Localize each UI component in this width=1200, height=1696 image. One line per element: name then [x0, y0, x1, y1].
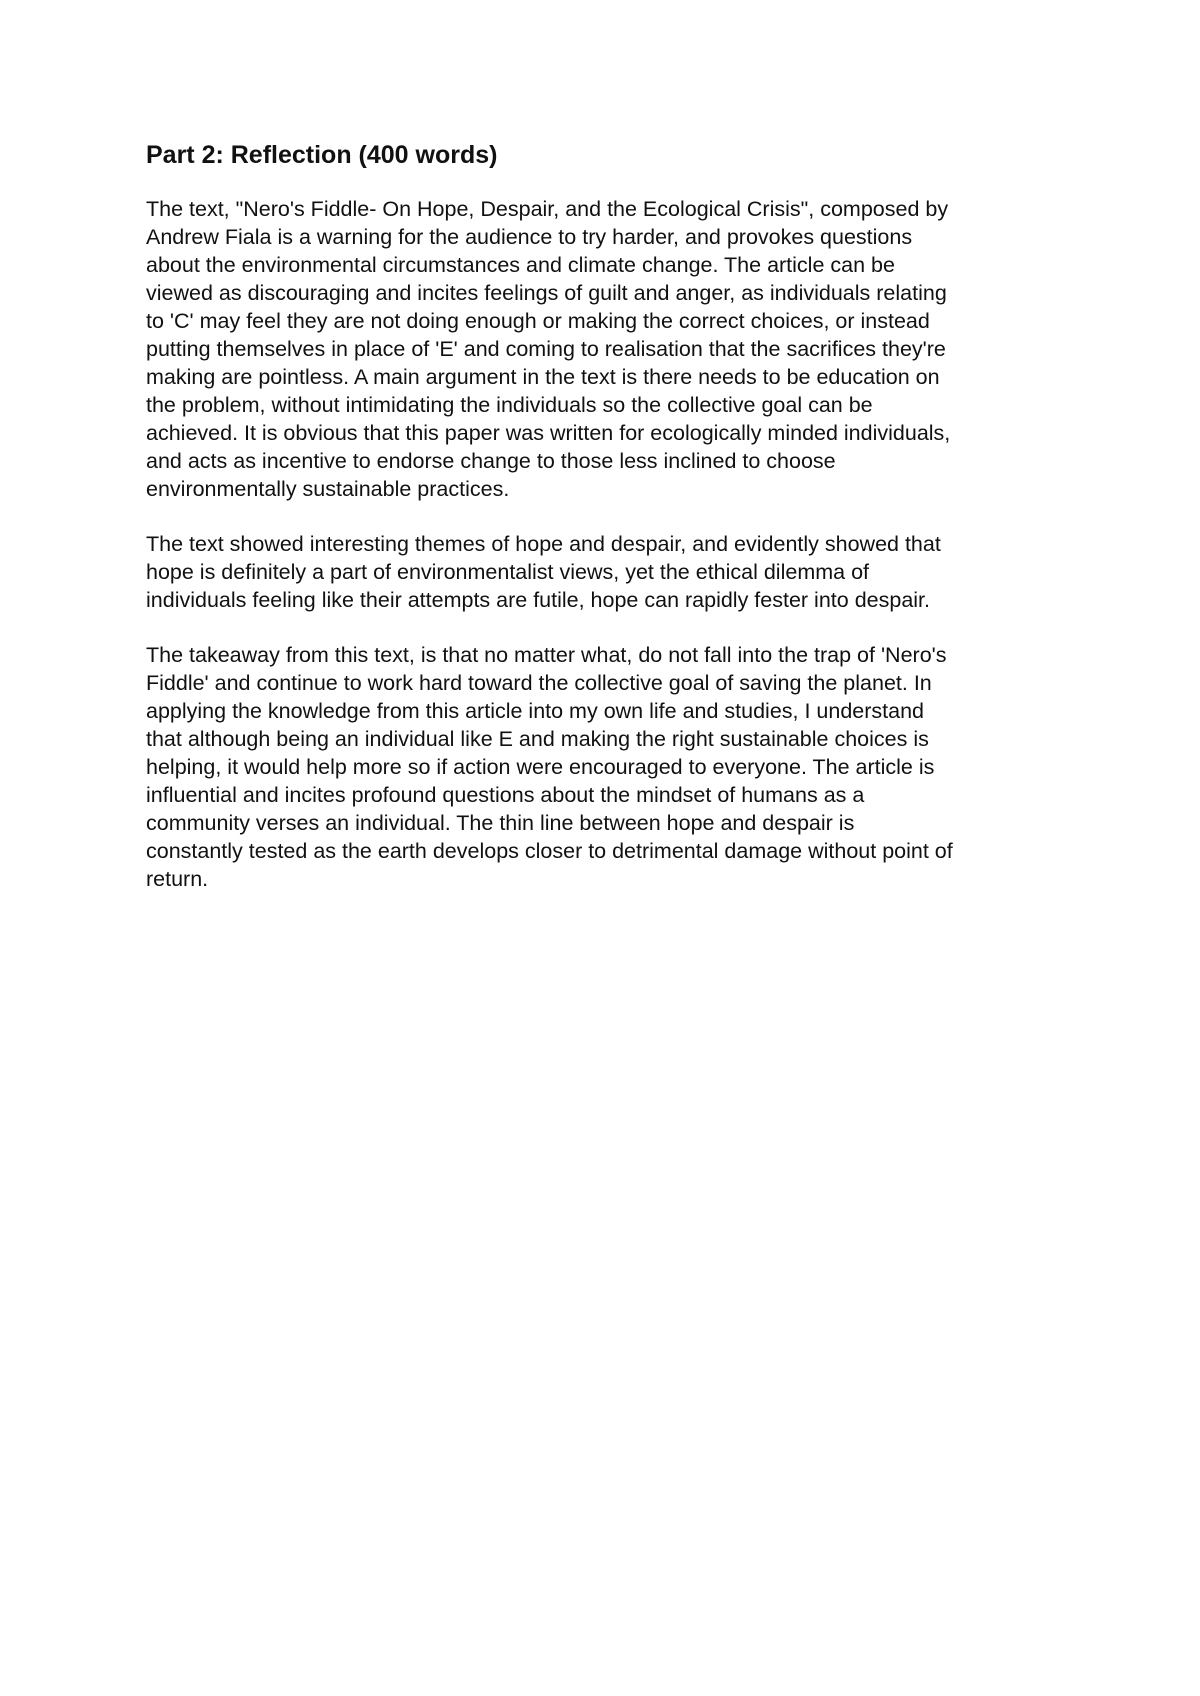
- document-page: [146, 140, 1066, 920]
- paragraph-3: The takeaway from this text, is that no matter what, do not fall into the trap of 'Nero's Fiddle' and continue to work hard toward the collective goal of saving the planet. In applying the knowledge from this article into my own life and studies, I understand that although being an individual like E and making the right sustainable choices is helping, it would help more so if action were encouraged to everyone. The article is influential and incites profound questions about the mindset of humans as a community verses an individual. The thin line between hope and despair is constantly tested as the earth develops closer to detrimental damage without point of return.: [146, 643, 953, 892]
- paragraph-1: The text, "Nero's Fiddle- On Hope, Despair, and the Ecological Crisis", composed by Andrew Fiala is a warning for the audience to try harder, and provokes questions about the environmental circumstances and climate change. The article can be viewed as discouraging and incites feelings of guilt and anger, as individuals relating to 'C' may feel they are not doing enough or making the correct choices, or instead putting themselves in place of 'E' and coming to realisation that the sacrifices they're making are pointless. A main argument in the text is there needs to be education on the problem, without intimidating the individuals so the collective goal can be achieved. It is obvious that this paper was written for ecologically minded individuals, and acts as incentive to endorse change to those less inclined to choose environmentally sustainable practices.: [146, 197, 951, 502]
- paragraph-2: The text showed interesting themes of hope and despair, and evidently showed that hope is definitely a part of environmentalist views, yet the ethical dilemma of individuals feeling like their attempts are futile, hope can rapidly fester into despair.: [146, 532, 941, 613]
- section-heading: Part 2: Reflection (400 words): [146, 141, 498, 169]
